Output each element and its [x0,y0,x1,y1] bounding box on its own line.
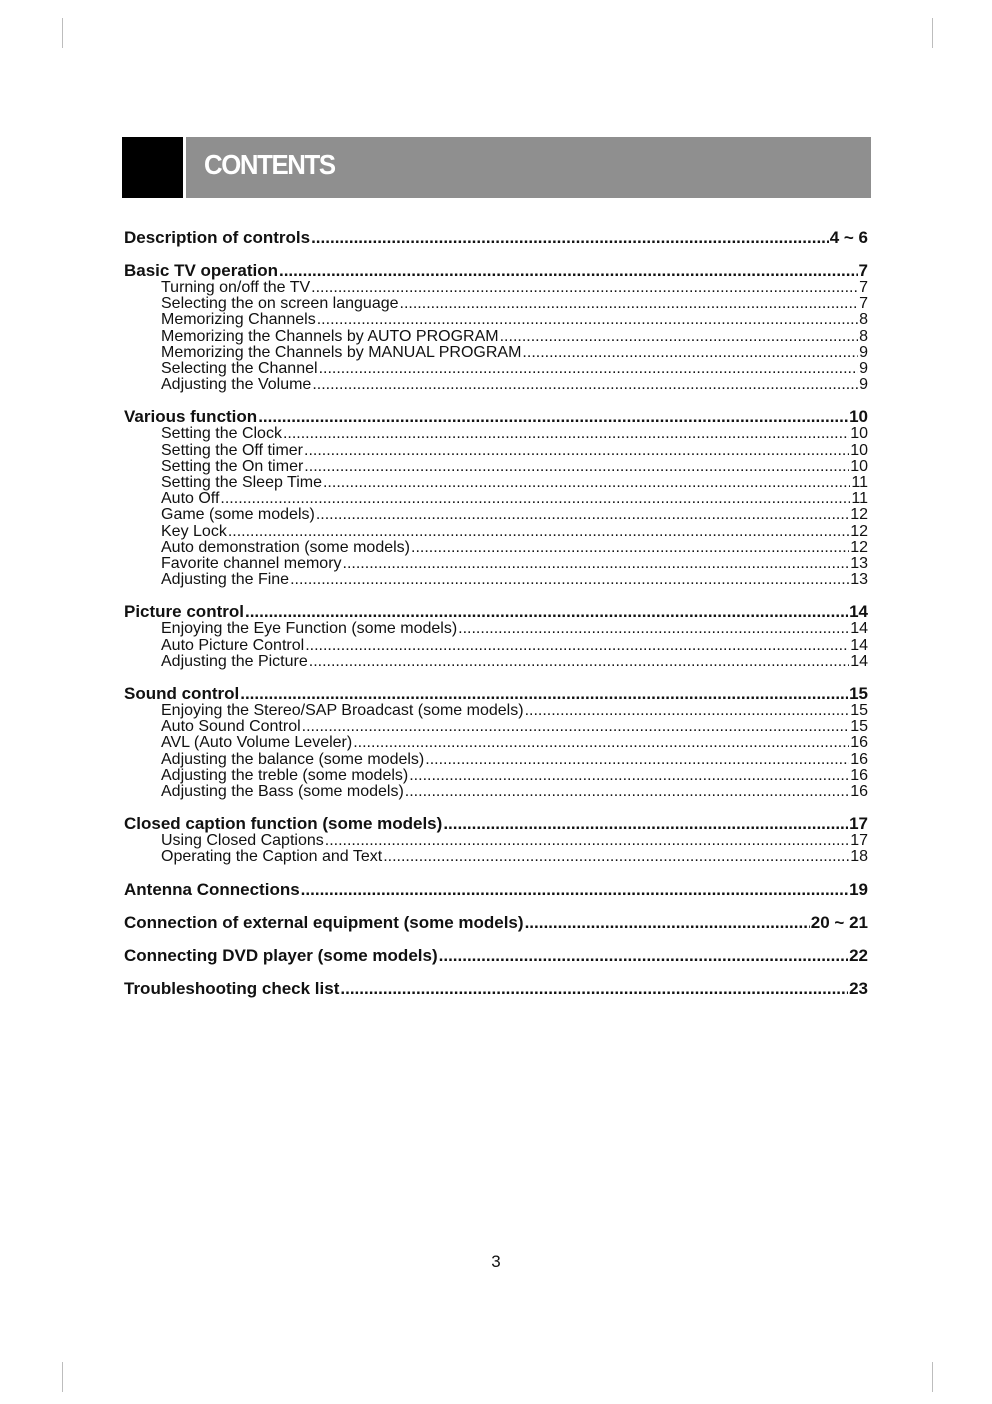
dot-leader [228,524,849,540]
toc-entry[interactable] [124,654,868,670]
dot-leader [439,947,848,965]
dot-leader [311,280,858,296]
toc-section [124,408,868,588]
crop-mark-bottom-left [62,1362,63,1392]
toc-entry-page: 8 [859,328,868,345]
toc-section [124,980,868,998]
toc-entry-page: 18 [850,849,868,866]
toc-entry-page: 16 [850,784,868,801]
toc-entry-label: Enjoying the Eye Function (some models) [161,621,458,638]
toc-entry-label: Auto demonstration (some models) [161,539,410,556]
toc-entry[interactable] [124,638,868,654]
page-title: CONTENTS [204,149,335,180]
dot-leader [522,345,858,361]
toc-section-page: 23 [849,979,868,998]
toc-section [124,947,868,965]
toc-entry-label: Adjusting the Picture [161,653,308,670]
crop-mark-top-right [932,18,933,48]
toc-entry[interactable] [124,735,868,751]
dot-leader [319,361,859,377]
toc-entry-page: 10 [850,458,868,475]
dot-leader [405,784,849,800]
toc-section-page: 20 ~ 21 [810,913,868,932]
toc-section-page: 14 [849,603,868,622]
toc-section-heading[interactable] [124,603,868,621]
toc-entry[interactable] [124,296,868,312]
dot-leader [340,980,848,998]
dot-leader [411,540,849,556]
toc-entry-page: 10 [850,442,868,459]
toc-section-heading[interactable] [124,947,868,965]
toc-section-heading[interactable] [124,262,868,280]
toc-section [124,262,868,393]
dot-leader [279,262,858,280]
toc-entry-label: Auto Off [161,491,220,508]
toc-section-heading[interactable] [124,685,868,703]
toc-entry-page: 15 [850,703,868,720]
toc-entry-label: Setting the Off timer [161,442,303,459]
toc-section [124,229,868,247]
toc-entry-page: 12 [850,523,868,540]
dot-leader [343,556,850,572]
toc-entry-label: Turning on/off the TV [161,280,311,296]
toc-section-title: Various function [124,408,258,427]
toc-entry-label: Using Closed Captions [161,833,324,850]
toc-section-heading[interactable] [124,881,868,899]
dot-leader [425,752,849,768]
toc-entry[interactable] [124,572,868,588]
dot-leader [409,768,849,784]
toc-entry-page: 17 [850,833,868,850]
header-black-block [122,137,183,198]
toc-entry[interactable] [124,507,868,523]
dot-leader [317,312,858,328]
toc-section-heading[interactable] [124,980,868,998]
toc-entry-label: Operating the Caption and Text [161,849,383,866]
dot-leader [304,459,849,475]
toc-section [124,603,868,670]
dot-leader [312,377,858,393]
toc-entry-page: 9 [859,344,868,361]
toc-entry[interactable] [124,426,868,442]
toc-section-page: 10 [849,408,868,427]
toc-entry[interactable] [124,280,868,296]
toc-section-heading[interactable] [124,408,868,426]
dot-leader [290,572,849,588]
dot-leader [500,329,858,345]
dot-leader [353,735,849,751]
toc-entry-page: 15 [850,719,868,736]
toc-section-title: Connecting DVD player (some models) [124,946,438,965]
toc-entry-page: 7 [859,280,868,296]
crop-mark-bottom-right [932,1362,933,1392]
dot-leader [458,621,849,637]
dot-leader [220,491,850,507]
dot-leader [283,426,849,442]
toc-entry-page: 16 [850,751,868,768]
toc-entry-label: Memorizing Channels [161,312,316,329]
toc-section-page: 15 [849,685,868,704]
toc-entry-label: Adjusting the Fine [161,572,290,589]
toc-section-page: 17 [849,815,868,834]
toc-entry-label: Auto Sound Control [161,719,301,736]
toc-entry-page: 16 [850,735,868,752]
toc-entry-page: 11 [851,491,868,508]
toc-entry[interactable] [124,540,868,556]
toc-section-page: 7 [858,262,868,280]
toc-section-heading[interactable] [124,914,868,932]
toc-entry-page: 14 [850,621,868,638]
toc-entry-page: 16 [850,767,868,784]
toc-entry-page: 9 [859,377,868,394]
toc-entry-page: 9 [859,361,868,378]
toc-section [124,685,868,800]
toc-entry-label: Setting the On timer [161,458,304,475]
toc-entry[interactable] [124,719,868,735]
toc-entry-label: Adjusting the treble (some models) [161,767,409,784]
dot-leader [325,833,849,849]
toc-entry[interactable] [124,475,868,491]
dot-leader [301,881,848,899]
dot-leader [400,296,859,312]
toc-entry-label: Game (some models) [161,507,315,524]
toc-entry-label: Enjoying the Stereo/SAP Broadcast (some models) [161,703,524,720]
toc-entry-label: Adjusting the balance (some models) [161,751,425,768]
toc-entry-page: 14 [850,653,868,670]
toc-section [124,881,868,899]
toc-entry[interactable] [124,345,868,361]
toc-entry-page: 12 [850,507,868,524]
dot-leader [323,475,850,491]
toc-entry[interactable] [124,459,868,475]
toc-entry[interactable] [124,849,868,865]
dot-leader [245,603,848,621]
toc-entry-page: 10 [850,426,868,443]
toc-section-title: Troubleshooting check list [124,979,340,998]
contents-header [122,137,871,198]
toc-section-heading[interactable] [124,815,868,833]
toc-section-title: Basic TV operation [124,262,278,280]
toc-entry-label: Favorite channel memory [161,556,342,573]
toc-section-title: Picture control [124,603,244,622]
toc-entry[interactable] [124,491,868,507]
toc-section [124,914,868,932]
toc-entry[interactable] [124,524,868,540]
dot-leader [309,654,849,670]
toc-entry-label: Selecting the on screen language [161,296,399,313]
toc-entry[interactable] [124,312,868,328]
toc-entry-label: Selecting the Channel [161,361,318,378]
dot-leader [258,408,848,426]
toc-section-title: Closed caption function (some models) [124,815,443,834]
toc-section-heading[interactable] [124,229,868,247]
toc-entry-label: Memorizing the Channels by AUTO PROGRAM [161,328,499,345]
toc-entry-page: 7 [859,296,868,313]
table-of-contents [124,229,868,1013]
toc-section-title: Connection of external equipment (some models) [124,913,524,932]
toc-entry[interactable] [124,377,868,393]
toc-entry-label: Adjusting the Volume [161,377,312,394]
toc-section [124,815,868,865]
toc-entry-label: Memorizing the Channels by MANUAL PROGRAM [161,344,522,361]
toc-entry[interactable] [124,703,868,719]
toc-entry[interactable] [124,784,868,800]
dot-leader [525,703,850,719]
dot-leader [383,849,849,865]
toc-entry[interactable] [124,361,868,377]
toc-section-title: Antenna Connections [124,880,300,899]
toc-entry-page: 8 [859,312,868,329]
toc-entry-label: Auto Picture Control [161,637,305,654]
toc-entry[interactable] [124,329,868,345]
dot-leader [443,815,848,833]
toc-entry[interactable] [124,621,868,637]
toc-entry-label: Setting the Clock [161,426,282,443]
toc-section-page: 22 [849,946,868,965]
dot-leader [302,719,850,735]
dot-leader [240,685,848,703]
toc-entry[interactable] [124,768,868,784]
toc-entry-label: Setting the Sleep Time [161,475,322,492]
dot-leader [311,229,829,247]
dot-leader [304,443,849,459]
toc-entry-page: 14 [850,637,868,654]
toc-section-page: 4 ~ 6 [829,229,868,247]
toc-entry-label: Key Lock [161,523,227,540]
toc-entry-label: Adjusting the Bass (some models) [161,784,404,801]
toc-section-title: Sound control [124,685,240,704]
crop-mark-top-left [62,18,63,48]
toc-entry-page: 13 [850,572,868,589]
toc-entry-page: 13 [850,556,868,573]
toc-section-title: Description of controls [124,229,311,247]
toc-entry[interactable] [124,833,868,849]
toc-entry[interactable] [124,752,868,768]
toc-entry-page: 12 [850,539,868,556]
dot-leader [316,507,849,523]
toc-entry[interactable] [124,443,868,459]
toc-entry[interactable] [124,556,868,572]
page-number: 3 [491,1252,501,1271]
toc-entry-label: AVL (Auto Volume Leveler) [161,735,353,752]
toc-entry-page: 11 [851,475,868,492]
toc-section-page: 19 [849,880,868,899]
dot-leader [525,914,810,932]
dot-leader [305,638,849,654]
